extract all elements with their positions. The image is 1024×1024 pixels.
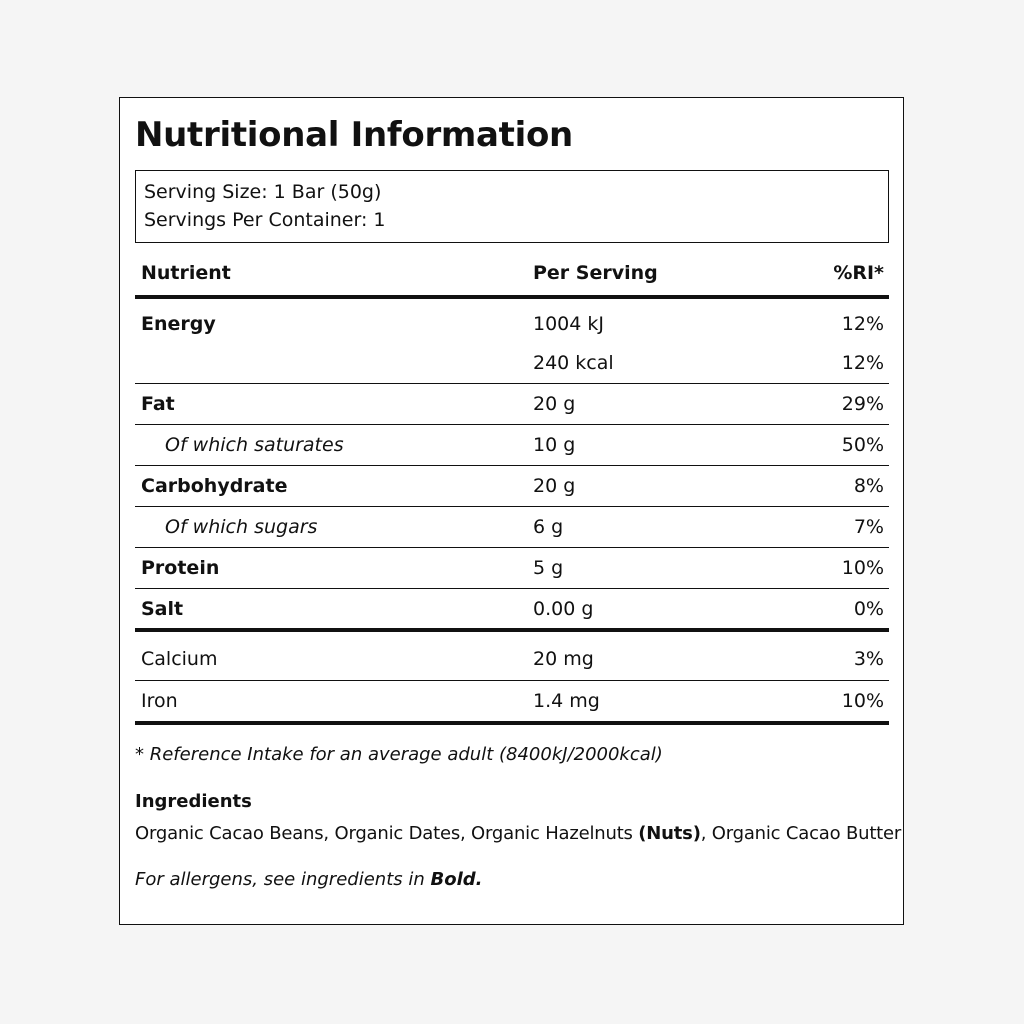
serving-info-box bbox=[135, 170, 889, 243]
per-serving-value: 1004 kJ bbox=[533, 313, 604, 335]
nutrient-name: Iron bbox=[141, 690, 178, 712]
table-row bbox=[135, 507, 889, 548]
header-nutrient: Nutrient bbox=[141, 262, 231, 284]
servings-per-container: Servings Per Container: 1 bbox=[144, 209, 386, 231]
nutrient-name: Of which saturates bbox=[165, 434, 344, 456]
table-row bbox=[135, 299, 889, 339]
table-row bbox=[135, 339, 889, 383]
per-serving-value: 10 g bbox=[533, 434, 576, 456]
per-serving-value: 20 g bbox=[533, 393, 576, 415]
nutrient-name: Calcium bbox=[141, 648, 218, 670]
per-serving-value: 5 g bbox=[533, 557, 564, 579]
header-per-serving: Per Serving bbox=[533, 262, 658, 284]
table-row bbox=[135, 384, 889, 425]
table-row bbox=[135, 548, 889, 589]
ri-value: 50% bbox=[841, 434, 884, 456]
nutrient-name: Salt bbox=[141, 598, 184, 620]
ri-value: 12% bbox=[841, 352, 884, 374]
ingredients-text-after: , Organic Cacao Butter bbox=[700, 823, 902, 844]
ri-value: 3% bbox=[853, 648, 884, 670]
reference-intake-footnote: * Reference Intake for an average adult (8400kJ/2000kcal) bbox=[135, 744, 663, 765]
ri-value: 7% bbox=[853, 516, 884, 538]
nutrient-name: Carbohydrate bbox=[141, 475, 288, 497]
nutrition-label bbox=[119, 97, 904, 925]
table-row bbox=[135, 681, 889, 721]
table-row bbox=[135, 466, 889, 507]
table-row bbox=[135, 632, 889, 680]
table-bottom-rule bbox=[135, 721, 889, 725]
table-row bbox=[135, 425, 889, 466]
per-serving-value: 240 kcal bbox=[533, 352, 614, 374]
nutrient-name: Protein bbox=[141, 557, 220, 579]
table-row bbox=[135, 589, 889, 629]
nutrient-name: Energy bbox=[141, 313, 216, 335]
per-serving-value: 6 g bbox=[533, 516, 564, 538]
ri-value: 10% bbox=[841, 557, 884, 579]
allergen-note bbox=[135, 869, 482, 890]
ri-value: 29% bbox=[841, 393, 884, 415]
per-serving-value: 0.00 g bbox=[533, 598, 594, 620]
ri-value: 8% bbox=[853, 475, 884, 497]
nutrient-name: Fat bbox=[141, 393, 175, 415]
per-serving-value: 1.4 mg bbox=[533, 690, 600, 712]
ingredients-list bbox=[135, 823, 901, 844]
allergen-highlight: (Nuts) bbox=[638, 823, 701, 844]
ingredients-text-before: Organic Cacao Beans, Organic Dates, Organic Hazelnuts bbox=[135, 823, 639, 844]
nutrient-name: Of which sugars bbox=[165, 516, 318, 538]
allergen-note-text: For allergens, see ingredients in bbox=[135, 869, 431, 890]
header-ri: %RI* bbox=[833, 262, 884, 284]
label-title: Nutritional Information bbox=[135, 115, 573, 155]
serving-size: Serving Size: 1 Bar (50g) bbox=[144, 181, 382, 203]
per-serving-value: 20 g bbox=[533, 475, 576, 497]
allergen-note-bold: Bold. bbox=[430, 869, 483, 890]
table-header bbox=[135, 243, 889, 293]
ingredients-heading: Ingredients bbox=[135, 791, 252, 812]
ri-value: 12% bbox=[841, 313, 884, 335]
per-serving-value: 20 mg bbox=[533, 648, 594, 670]
ri-value: 0% bbox=[853, 598, 884, 620]
ri-value: 10% bbox=[841, 690, 884, 712]
